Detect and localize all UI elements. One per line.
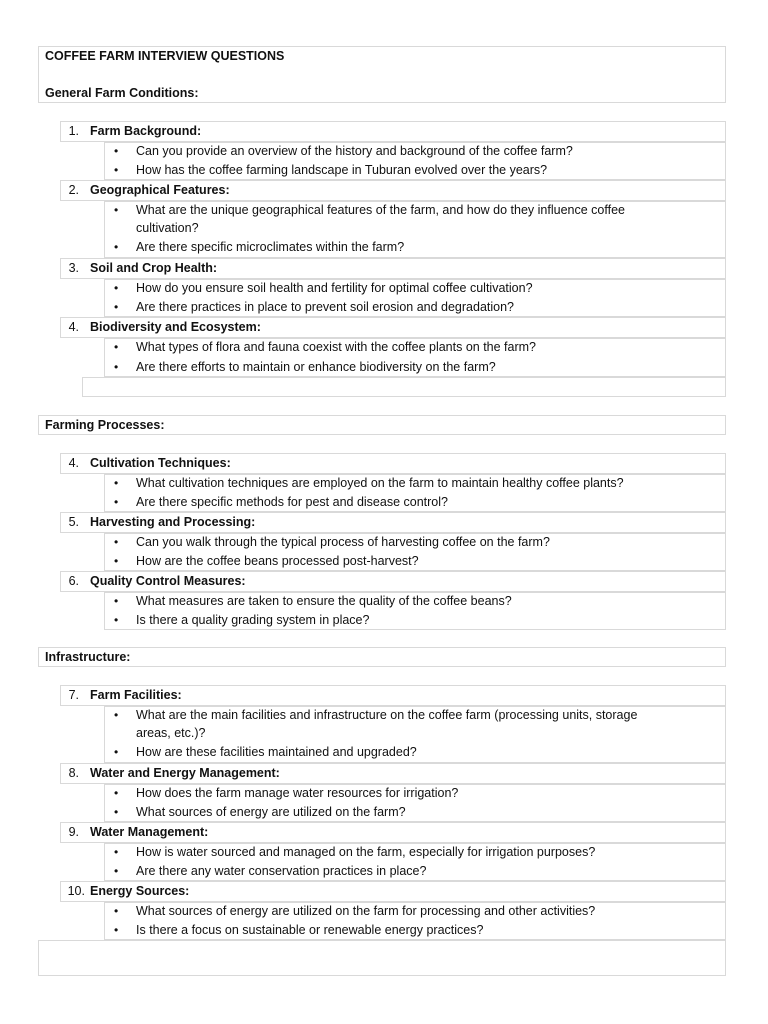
question-text: What measures are taken to ensure the quality of the coffee beans? <box>136 594 512 608</box>
empty-trailing-row <box>38 940 726 976</box>
question-text: Is there a quality grading system in place? <box>136 613 370 627</box>
bullet-dot: • <box>114 554 119 568</box>
item-number: 5. <box>68 515 79 529</box>
item-number: 3. <box>68 261 79 275</box>
question-text: What sources of energy are utilized on the farm for processing and other activities? <box>136 904 596 918</box>
bullet-dot: • <box>114 805 119 819</box>
bullet-dot: • <box>114 203 119 217</box>
item-number: 4. <box>68 456 79 470</box>
item-label-farm-facilities: Farm Facilities: <box>90 688 182 702</box>
item-label-biodiversity: Biodiversity and Ecosystem: <box>90 320 261 334</box>
question-text-continuation: areas, etc.)? <box>136 726 206 740</box>
item-number: 9. <box>68 825 79 839</box>
question-text: What cultivation techniques are employed on the farm to maintain healthy coffee plants? <box>136 476 624 490</box>
item-label-water-management: Water Management: <box>90 825 209 839</box>
question-text: Are there any water conservation practices in place? <box>136 864 427 878</box>
question-text: How does the farm manage water resources for irrigation? <box>136 786 459 800</box>
question-text: Can you walk through the typical process of harvesting coffee on the farm? <box>136 535 550 549</box>
question-text: Are there specific microclimates within the farm? <box>136 240 405 254</box>
bullet-dot: • <box>114 281 119 295</box>
question-text: How do you ensure soil health and fertility for optimal coffee cultivation? <box>136 281 533 295</box>
item-label-soil-crop-health: Soil and Crop Health: <box>90 261 218 275</box>
bullet-dot: • <box>114 360 119 374</box>
bullet-dot: • <box>114 495 119 509</box>
question-text: Can you provide an overview of the history and background of the coffee farm? <box>136 144 573 158</box>
item-number: 4. <box>68 320 79 334</box>
bullet-dot: • <box>114 904 119 918</box>
question-text: Are there practices in place to prevent soil erosion and degradation? <box>136 300 515 314</box>
question-text: Are there efforts to maintain or enhance biodiversity on the farm? <box>136 360 496 374</box>
section-heading-general: General Farm Conditions: <box>45 86 199 100</box>
section-heading-farming-processes: Farming Processes: <box>45 418 165 432</box>
item-number: 2. <box>68 183 79 197</box>
bullet-dot: • <box>114 240 119 254</box>
item-number: 7. <box>68 688 79 702</box>
bullet-dot: • <box>114 594 119 608</box>
item-number: 10. <box>67 884 85 898</box>
item-number: 8. <box>68 766 79 780</box>
bullet-dot: • <box>114 535 119 549</box>
bullet-dot: • <box>114 708 119 722</box>
bullet-dot: • <box>114 786 119 800</box>
question-text: What are the main facilities and infrastructure on the coffee farm (processing units, storage <box>136 708 638 722</box>
item-label-quality-control: Quality Control Measures: <box>90 574 246 588</box>
item-label-geographical-features: Geographical Features: <box>90 183 230 197</box>
item-label-harvesting: Harvesting and Processing: <box>90 515 256 529</box>
question-text: How is water sourced and managed on the farm, especially for irrigation purposes? <box>136 845 596 859</box>
question-text: Are there specific methods for pest and disease control? <box>136 495 448 509</box>
item-label-farm-background: Farm Background: <box>90 124 202 138</box>
section-heading-box <box>38 647 726 667</box>
question-text: How are these facilities maintained and upgraded? <box>136 745 417 759</box>
item-label-energy-sources: Energy Sources: <box>90 884 190 898</box>
bullet-dot: • <box>114 745 119 759</box>
question-text: What are the unique geographical features of the farm, and how do they influence coffee <box>136 203 625 217</box>
bullet-dot: • <box>114 864 119 878</box>
empty-row <box>82 377 726 397</box>
item-number: 1. <box>68 124 79 138</box>
bullet-dot: • <box>114 144 119 158</box>
item-number: 6. <box>68 574 79 588</box>
question-text-continuation: cultivation? <box>136 221 199 235</box>
item-label-cultivation: Cultivation Techniques: <box>90 456 231 470</box>
bullet-dot: • <box>114 613 119 627</box>
bullet-dot: • <box>114 300 119 314</box>
bullet-dot: • <box>114 923 119 937</box>
question-text: How are the coffee beans processed post-harvest? <box>136 554 419 568</box>
bullet-dot: • <box>114 163 119 177</box>
document-title: COFFEE FARM INTERVIEW QUESTIONS <box>45 49 285 63</box>
bullet-dot: • <box>114 476 119 490</box>
bullet-dot: • <box>114 845 119 859</box>
bullet-dot: • <box>114 340 119 354</box>
question-text: Is there a focus on sustainable or renewable energy practices? <box>136 923 484 937</box>
section-heading-infrastructure: Infrastructure: <box>45 650 131 664</box>
question-text: How has the coffee farming landscape in Tuburan evolved over the years? <box>136 163 548 177</box>
question-text: What sources of energy are utilized on the farm? <box>136 805 406 819</box>
item-label-water-energy: Water and Energy Management: <box>90 766 280 780</box>
question-text: What types of flora and fauna coexist with the coffee plants on the farm? <box>136 340 536 354</box>
